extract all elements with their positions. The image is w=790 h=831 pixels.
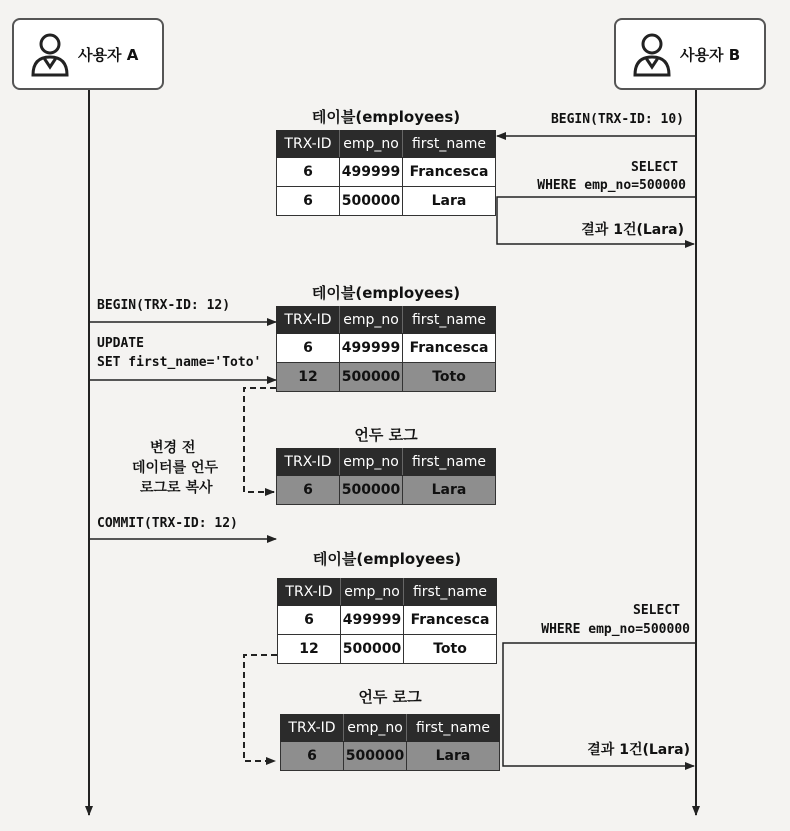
msg-copy-line3: 로그로 복사 xyxy=(140,480,213,496)
col-header: emp_no xyxy=(340,131,403,158)
undo2-title: 언두 로그 xyxy=(358,688,422,706)
table3-title: 테이블(employees) xyxy=(312,550,462,568)
arrow-copy-undo xyxy=(244,388,276,492)
table-row-highlighted: 12 500000 Toto xyxy=(277,363,496,392)
table-row: 6 499999 Francesca xyxy=(277,334,496,363)
msg-b-select2-line1: SELECT xyxy=(633,603,680,618)
table-row: 6 500000 Lara xyxy=(277,187,496,216)
col-header: TRX-ID xyxy=(278,579,341,606)
col-header: TRX-ID xyxy=(277,449,340,476)
msg-a-commit: COMMIT(TRX-ID: 12) xyxy=(97,516,238,531)
col-header: first_name xyxy=(403,307,496,334)
table3 xyxy=(277,578,497,664)
msg-copy-line2: 데이터를 언두 xyxy=(132,460,219,476)
col-header: first_name xyxy=(407,715,500,742)
table-row-highlighted: 6 500000 Lara xyxy=(281,742,500,771)
table2-title: 테이블(employees) xyxy=(311,284,461,302)
table-row-highlighted: 6 500000 Lara xyxy=(277,476,496,505)
msg-b-select1-line1: SELECT xyxy=(631,160,678,175)
msg-b-begin: BEGIN(TRX-ID: 10) xyxy=(550,112,684,127)
msg-a-update-line2: SET first_name='Toto' xyxy=(97,355,262,370)
col-header: first_name xyxy=(403,449,496,476)
msg-b-select2-line2: WHERE emp_no=500000 xyxy=(541,622,690,637)
col-header: emp_no xyxy=(341,579,404,606)
msg-a-begin: BEGIN(TRX-ID: 12) xyxy=(97,298,231,313)
col-header: first_name xyxy=(403,131,496,158)
msg-a-update-line1: UPDATE xyxy=(97,336,144,351)
col-header: emp_no xyxy=(340,307,403,334)
table-row: 12 500000 Toto xyxy=(278,635,497,664)
msg-b-select1-line2: WHERE emp_no=500000 xyxy=(537,178,686,193)
table-row: 6 499999 Francesca xyxy=(278,606,497,635)
col-header: TRX-ID xyxy=(277,307,340,334)
undo-log-1 xyxy=(276,448,496,505)
table-row: 6 499999 Francesca xyxy=(277,158,496,187)
col-header: TRX-ID xyxy=(281,715,344,742)
msg-copy-line1: 변경 전 xyxy=(150,440,196,456)
actor-b-label: 사용자 B xyxy=(680,45,741,64)
table1-title: 테이블(employees) xyxy=(311,108,461,126)
msg-b-result1: 결과 1건(Lara) xyxy=(581,222,684,238)
undo-log-2 xyxy=(280,714,500,771)
undo1-title: 언두 로그 xyxy=(354,426,418,444)
msg-b-result2: 결과 1건(Lara) xyxy=(587,742,690,758)
col-header: first_name xyxy=(404,579,497,606)
col-header: emp_no xyxy=(344,715,407,742)
table2 xyxy=(276,306,496,392)
arrow-undo-pointer xyxy=(244,655,277,761)
col-header: TRX-ID xyxy=(277,131,340,158)
table1 xyxy=(276,130,496,216)
col-header: emp_no xyxy=(340,449,403,476)
actor-a-label: 사용자 A xyxy=(78,45,139,64)
